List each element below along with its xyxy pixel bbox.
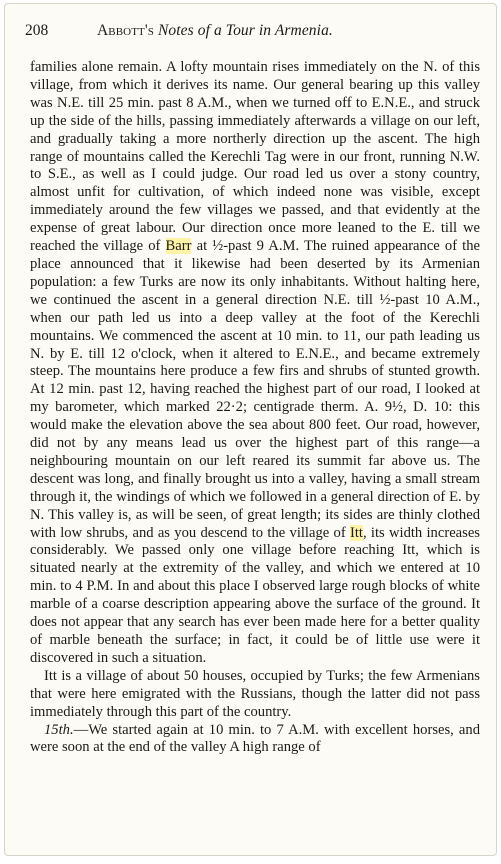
paragraph-1-text-b: at ½-past 9 A.M. The ruined appearance of the place announced that it likewise had been deserted by its Armenian population: a few Turks are now its only inhabitants. Without halting here, we continued the ascent in a general direction N.E. till ½-past 10 A.M., when our path led us into a deep valley at the foot of the Kerechli mountains. We commenced the ascent at 10 min. to 11, our path leading us N. by E. till 12 o'clock, when it altered to E.N.E., and became extremely steep. The mountains here produce a few firs and shrubs of stunted growth. At 12 min. past 12, having reached the highest part of our road, I looked at my barometer, which marked 22·2; centigrade therm. A. 9½, D. 10: this would make the elevation above the sea about 800 feet. Our road, however, did not by any means lead us over the highest part of this range—a neighbouring mountain on our left reared its summit far above us. The descent was long, and finally brought us into a valley, having a small stream through it, the windings of which we followed in a general direction of E. by N. This valley is, as will be seen, of great length; its sides are thinly clothed with low shrubs, and as you descend to the village of (30, 238, 481, 541)
paragraph-1-text-a: families alone remain. A lofty mountain rises immediately on the N. of this village, from which it derives its name. Our general bearing up this valley was N.E. till 25 min. past 8 A.M., when we turned off to E.N.E., and struck up the side of the hills, passing immediately afterwards a village on our left, and gradually taking a more northerly direction up the ascent. The high range of mountains called the Kerechli Tag were in our front, running N.W. to S.E., as well as I could judge. Our road led us over a stony country, almost unfit for cultivation, of which indeed none was visible, except immediately around the few villages we passed, and that evidently at the expense of great labour. Our direction once more leaned to the E. till we reached the village of (30, 59, 480, 255)
paragraph-2: Itt is a village of about 50 houses, occupied by Turks; the few Armenians that were here emigrated with the Russians, though the latter did not pass immediately through this part of the country. (30, 667, 480, 720)
paragraph-3-date: 15th. (44, 721, 74, 738)
paragraph-1 (30, 59, 480, 668)
highlight-itt: Itt (349, 524, 363, 541)
paragraph-3-text: —We started again at 10 min. to 7 A.M. with excellent horses, and were soon at the end of the valley A high range of (30, 721, 480, 756)
running-title-author: Abbott's (97, 22, 154, 39)
paragraph-3 (30, 722, 480, 758)
page-header (25, 22, 474, 44)
running-title-text: Notes of a Tour in Armenia. (153, 22, 333, 39)
page-number: 208 (25, 22, 49, 39)
paragraph-1-text-c: , its width increases considerably. We passed only one village before reaching Itt, which is situated nearly at the extremity of the valley, and which we entered at 10 min. to 4 P.M. In and about this place I observed large rough blocks of white marble of a coarse description appearing above the surface of the ground. It does not appear that any search has ever been made here for a better quality of marble beneath the surface; in fact, it could be of little use were it discovered in such a situation. (30, 524, 480, 666)
highlight-barr: Barr (165, 238, 192, 255)
running-title (97, 22, 333, 40)
body-text (30, 59, 480, 757)
book-page (4, 3, 497, 856)
